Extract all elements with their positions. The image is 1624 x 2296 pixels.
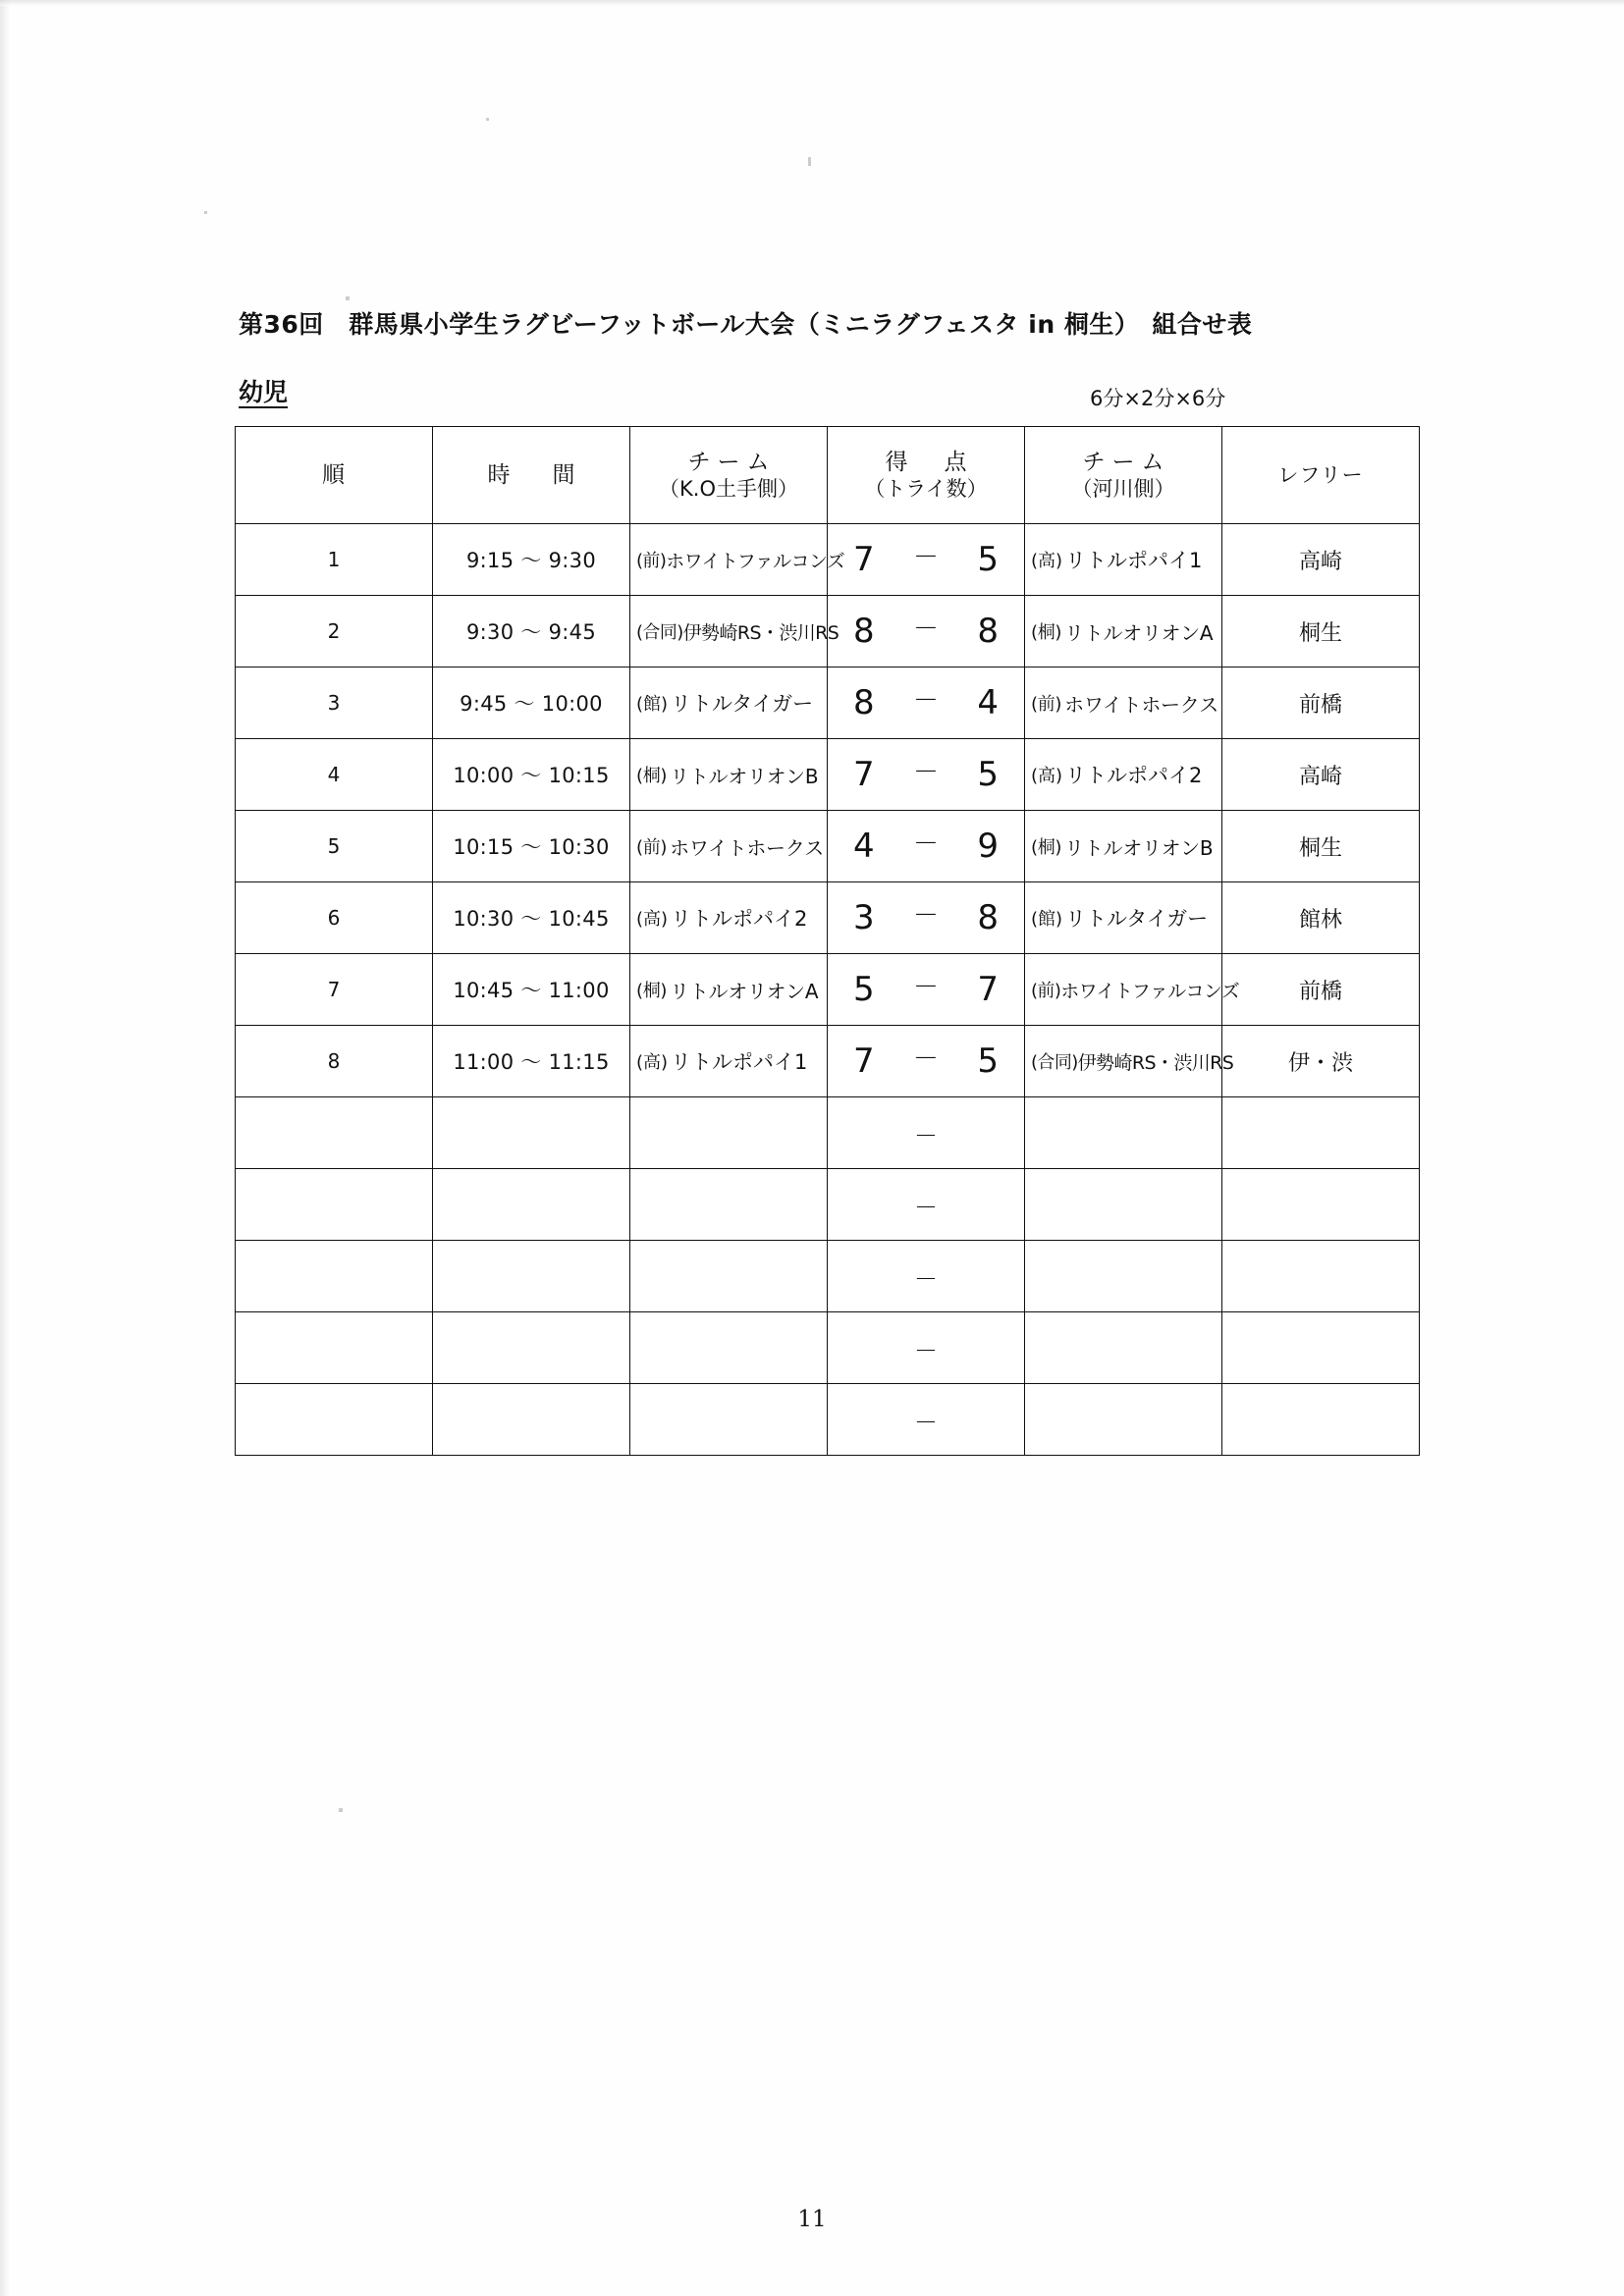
cell-team-right <box>1025 811 1222 882</box>
team-right-prefix: (前) <box>1031 981 1061 1001</box>
scan-speck <box>339 1808 343 1812</box>
cell-order: 8 <box>236 1026 433 1097</box>
cell-team-left <box>630 882 828 954</box>
score-separator: － <box>912 614 939 644</box>
table-row <box>236 1384 1420 1456</box>
column-header-team-right <box>1025 427 1222 524</box>
table-row <box>236 1169 1420 1241</box>
cell-score <box>828 1312 1025 1384</box>
scan-edge-artifact-left <box>0 0 10 2296</box>
scan-edge-artifact-top <box>0 0 1624 6</box>
table-row <box>236 596 1420 667</box>
team-right-prefix: (桐) <box>1031 622 1062 643</box>
cell-order <box>236 1384 433 1456</box>
cell-referee <box>1222 1384 1420 1456</box>
cell-team-right <box>1025 596 1222 667</box>
score-separator: － <box>914 1193 938 1221</box>
column-header-score <box>828 427 1025 524</box>
cell-team-right <box>1025 1384 1222 1456</box>
scan-speck <box>486 118 489 121</box>
score-left: 7 <box>853 1041 875 1081</box>
team-right-name: 伊勢崎RS・渋川RS <box>1077 1051 1234 1074</box>
cell-team-right <box>1025 739 1222 811</box>
cell-score <box>828 882 1025 954</box>
team-left-prefix: (桐) <box>636 981 668 1001</box>
team-right-prefix: (高) <box>1031 551 1063 571</box>
table-row <box>236 1026 1420 1097</box>
cell-score <box>828 667 1025 739</box>
cell-time <box>433 1384 630 1456</box>
team-left-prefix: (桐) <box>636 766 668 786</box>
team-left-name: リトルポパイ2 <box>671 907 808 931</box>
cell-referee: 前橋 <box>1222 667 1420 739</box>
team-left-name: リトルポパイ1 <box>671 1050 808 1074</box>
cell-team-right <box>1025 524 1222 596</box>
team-right-prefix: (高) <box>1031 766 1063 786</box>
table-header-row <box>236 427 1420 524</box>
cell-order: 7 <box>236 954 433 1026</box>
cell-score <box>828 811 1025 882</box>
score-left: 4 <box>853 827 875 866</box>
cell-team-left <box>630 1026 828 1097</box>
score-separator: － <box>914 1264 938 1293</box>
cell-team-right <box>1025 1026 1234 1097</box>
team-left-prefix: (高) <box>636 909 669 930</box>
cell-time <box>433 1312 630 1384</box>
team-right-name: リトルオリオンB <box>1064 835 1214 860</box>
cell-order: 3 <box>236 667 433 739</box>
cell-time: 10:30 ～ 10:45 <box>433 882 630 954</box>
cell-team-right <box>1025 667 1222 739</box>
cell-team-left <box>630 811 828 882</box>
cell-score <box>828 954 1025 1026</box>
column-header-team-right-sub: （河川側） <box>1071 477 1175 502</box>
team-right-prefix: (桐) <box>1031 837 1062 858</box>
column-header-team-left <box>630 427 828 524</box>
scan-speck <box>204 211 207 214</box>
cell-team-left <box>630 524 845 596</box>
score-separator: － <box>912 829 939 859</box>
team-left-name: 伊勢崎RS・渋川RS <box>682 621 839 644</box>
score-right: 9 <box>977 827 999 866</box>
table-row <box>236 811 1420 882</box>
table-row <box>236 882 1420 954</box>
score-right: 7 <box>977 970 999 1009</box>
cell-team-left <box>630 1312 828 1384</box>
score-separator: － <box>912 1044 939 1074</box>
cell-order: 6 <box>236 882 433 954</box>
cell-score <box>828 524 1025 596</box>
score-separator: － <box>912 686 939 716</box>
cell-team-left <box>630 1241 828 1312</box>
cell-time: 9:15 ～ 9:30 <box>433 524 630 596</box>
score-separator: － <box>914 1408 938 1436</box>
team-right-name: リトルタイガー <box>1065 907 1209 931</box>
team-left-name: リトルオリオンA <box>670 979 819 1003</box>
cell-order <box>236 1097 433 1169</box>
table-row <box>236 739 1420 811</box>
cell-referee: 高崎 <box>1222 524 1420 596</box>
cell-time: 10:00 ～ 10:15 <box>433 739 630 811</box>
table-row <box>236 667 1420 739</box>
cell-score <box>828 1384 1025 1456</box>
cell-referee: 前橋 <box>1222 954 1420 1026</box>
cell-time: 9:30 ～ 9:45 <box>433 596 630 667</box>
cell-team-right <box>1025 882 1222 954</box>
score-left: 8 <box>853 683 875 722</box>
column-header-referee <box>1222 427 1420 524</box>
cell-score <box>828 1241 1025 1312</box>
team-left-name: ホワイトホークス <box>670 835 824 860</box>
cell-referee: 高崎 <box>1222 739 1420 811</box>
column-header-order <box>236 427 433 524</box>
column-header-order-label: 順 <box>322 461 346 488</box>
score-left: 5 <box>853 970 875 1009</box>
cell-time: 10:45 ～ 11:00 <box>433 954 630 1026</box>
cell-order: 2 <box>236 596 433 667</box>
column-header-time <box>433 427 630 524</box>
table-row <box>236 1241 1420 1312</box>
cell-referee: 館林 <box>1222 882 1420 954</box>
cell-score <box>828 739 1025 811</box>
score-left: 7 <box>853 540 875 579</box>
cell-referee: 桐生 <box>1222 811 1420 882</box>
cell-score <box>828 1026 1025 1097</box>
schedule-table <box>235 426 1420 1456</box>
cell-order: 5 <box>236 811 433 882</box>
score-right: 5 <box>977 540 999 579</box>
scan-speck <box>808 157 811 166</box>
cell-order: 1 <box>236 524 433 596</box>
cell-order <box>236 1312 433 1384</box>
cell-referee: 伊・渋 <box>1222 1026 1420 1097</box>
team-left-name: リトルオリオンB <box>670 764 819 788</box>
score-separator: － <box>912 758 939 787</box>
team-left-prefix: (合同) <box>636 622 683 643</box>
column-header-time-label: 時 間 <box>487 461 585 488</box>
team-left-prefix: (前) <box>636 837 668 858</box>
page-number: 11 <box>797 2207 827 2232</box>
cell-order: 4 <box>236 739 433 811</box>
cell-score <box>828 596 1025 667</box>
scan-speck <box>346 296 350 300</box>
score-separator: － <box>914 1121 938 1149</box>
cell-referee: 桐生 <box>1222 596 1420 667</box>
cell-team-right <box>1025 1169 1222 1241</box>
score-right: 8 <box>977 612 999 651</box>
cell-order <box>236 1241 433 1312</box>
cell-referee <box>1222 1097 1420 1169</box>
table-row <box>236 1312 1420 1384</box>
cell-team-left <box>630 1384 828 1456</box>
cell-time: 10:15 ～ 10:30 <box>433 811 630 882</box>
column-header-score-sub: （トライ数） <box>864 477 988 502</box>
score-right: 5 <box>977 1041 999 1081</box>
cell-time <box>433 1169 630 1241</box>
cell-team-right <box>1025 954 1240 1026</box>
team-right-name: リトルポパイ1 <box>1065 549 1203 572</box>
column-header-score-main: 得 点 <box>885 449 974 475</box>
team-left-prefix: (前) <box>636 551 667 571</box>
column-header-team-left-main: チーム <box>687 449 777 475</box>
table-row <box>236 1097 1420 1169</box>
page-title: 第36回 群馬県小学生ラグビーフットボール大会（ミニラグフェスタ in 桐生） 組合せ表 <box>239 310 1253 339</box>
table-row <box>236 524 1420 596</box>
cell-team-left <box>630 739 828 811</box>
cell-referee <box>1222 1312 1420 1384</box>
score-separator: － <box>912 973 939 1002</box>
score-separator: － <box>912 543 939 572</box>
team-left-name: リトルタイガー <box>671 692 814 716</box>
team-left-prefix: (館) <box>636 694 669 715</box>
cell-time: 9:45 ～ 10:00 <box>433 667 630 739</box>
column-header-referee-label: レフリー <box>1277 462 1364 487</box>
cell-score <box>828 1097 1025 1169</box>
team-right-name: ホワイトファルコンズ <box>1060 980 1240 1002</box>
cell-team-right <box>1025 1312 1222 1384</box>
table-body <box>236 524 1420 1456</box>
team-right-prefix: (合同) <box>1031 1052 1078 1073</box>
cell-team-right <box>1025 1241 1222 1312</box>
cell-time <box>433 1097 630 1169</box>
cell-team-right <box>1025 1097 1222 1169</box>
cell-team-left <box>630 667 828 739</box>
cell-score <box>828 1169 1025 1241</box>
score-left: 8 <box>853 612 875 651</box>
category-label: 幼児 <box>239 380 288 408</box>
match-duration-note: 6分×2分×6分 <box>1090 387 1226 410</box>
column-header-team-left-sub: （K.O土手側） <box>659 477 798 502</box>
cell-referee <box>1222 1169 1420 1241</box>
cell-time <box>433 1241 630 1312</box>
cell-time: 11:00 ～ 11:15 <box>433 1026 630 1097</box>
team-right-name: リトルポパイ2 <box>1065 764 1203 787</box>
score-left: 3 <box>853 898 875 937</box>
score-separator: － <box>914 1336 938 1364</box>
score-left: 7 <box>853 755 875 794</box>
cell-team-left <box>630 954 828 1026</box>
team-right-name: ホワイトホークス <box>1064 692 1218 717</box>
team-left-name: ホワイトファルコンズ <box>666 550 845 572</box>
score-separator: － <box>912 901 939 931</box>
team-right-prefix: (前) <box>1031 694 1062 715</box>
team-right-name: リトルオリオンA <box>1064 620 1214 645</box>
cell-team-left <box>630 1097 828 1169</box>
cell-team-left <box>630 596 839 667</box>
column-header-team-right-main: チーム <box>1082 449 1171 475</box>
cell-team-left <box>630 1169 828 1241</box>
table-row <box>236 954 1420 1026</box>
team-left-prefix: (高) <box>636 1052 669 1073</box>
score-right: 8 <box>977 898 999 937</box>
score-right: 4 <box>977 683 999 722</box>
cell-order <box>236 1169 433 1241</box>
team-right-prefix: (館) <box>1031 909 1063 930</box>
score-right: 5 <box>977 755 999 794</box>
table-header <box>236 427 1420 524</box>
cell-referee <box>1222 1241 1420 1312</box>
